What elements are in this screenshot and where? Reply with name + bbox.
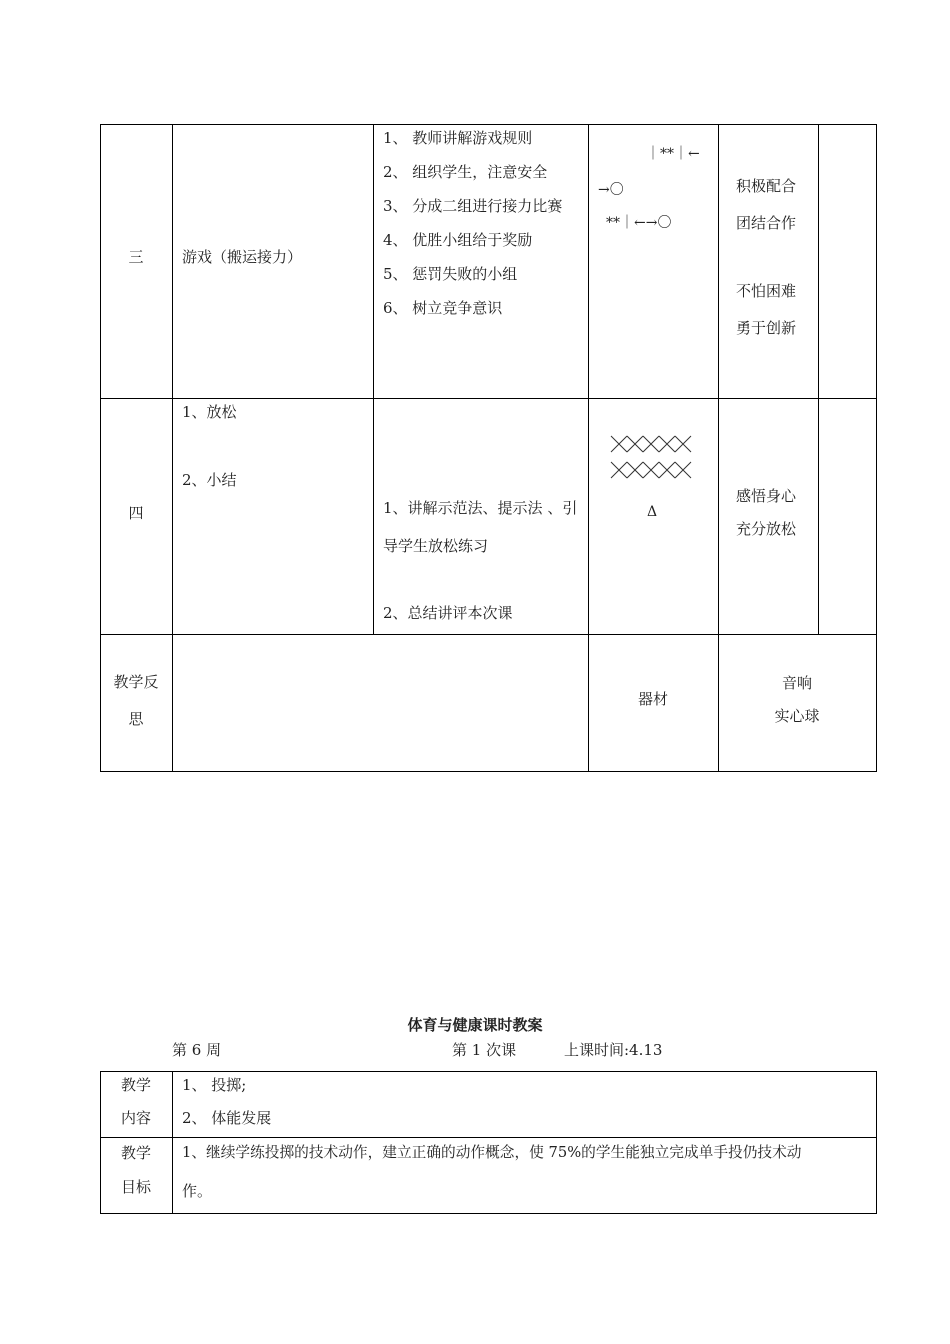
goal-item: 充分放松 bbox=[736, 520, 797, 538]
method-item: 2、总结讲评本次课 bbox=[383, 604, 513, 622]
reflection-label-line-2: 思 bbox=[128, 710, 144, 728]
method-item: 3、 分成二组进行接力比赛 bbox=[383, 197, 563, 215]
teacher-mark: Δ bbox=[647, 504, 658, 520]
diagram-line-3: **｜←→〇 bbox=[606, 215, 672, 231]
content-item: 1、 投掷; bbox=[182, 1076, 247, 1094]
reflection-label-line-1: 教学反 bbox=[113, 673, 159, 691]
row4-number: 四 bbox=[128, 504, 144, 522]
goal-item: 不怕困难 bbox=[736, 282, 797, 300]
row4-content-item: 2、小结 bbox=[182, 471, 237, 489]
method-item: 1、讲解示范法、提示法 、引 bbox=[383, 499, 578, 517]
week-label: 第 6 周 bbox=[172, 1041, 222, 1059]
goal-text-line-2: 作。 bbox=[182, 1182, 213, 1200]
formation-diagram bbox=[610, 434, 696, 480]
equipment-item: 音响 bbox=[781, 674, 812, 692]
method-item: 4、 优胜小组给于奖励 bbox=[383, 231, 533, 249]
method-item: 导学生放松练习 bbox=[383, 537, 489, 555]
diagram-line-1: ｜**｜← bbox=[646, 146, 700, 162]
method-item: 2、 组织学生，注意安全 bbox=[383, 163, 548, 181]
method-item: 6、 树立竞争意识 bbox=[383, 299, 503, 317]
method-item: 5、 惩罚失败的小组 bbox=[383, 265, 518, 283]
row4-content-item: 1、放松 bbox=[182, 403, 237, 421]
diagram-line-2: →〇 bbox=[598, 182, 624, 198]
row3-number: 三 bbox=[128, 248, 144, 266]
content-label-line-1: 教学 bbox=[120, 1076, 151, 1094]
class-time: 上课时间:4.13 bbox=[564, 1041, 663, 1059]
goal-item: 感悟身心 bbox=[736, 487, 797, 505]
method-item: 1、 教师讲解游戏规则 bbox=[383, 129, 533, 147]
goal-label-line-1: 教学 bbox=[120, 1144, 151, 1162]
goal-item: 勇于创新 bbox=[736, 319, 797, 337]
equipment-label: 器材 bbox=[637, 690, 668, 708]
goal-text-line-1: 1、继续学练投掷的技术动作，建立正确的动作概念，使 75%的学生能独立完成单手投仍技术动 bbox=[182, 1144, 802, 1161]
goal-label-line-2: 目标 bbox=[120, 1178, 151, 1196]
goal-item: 团结合作 bbox=[736, 214, 797, 232]
row3-content: 游戏（搬运接力） bbox=[182, 248, 303, 266]
equipment-item: 实心球 bbox=[774, 707, 820, 725]
lesson-number: 第 1 次课 bbox=[452, 1041, 517, 1059]
lesson-plan-title: 体育与健康课时教案 bbox=[407, 1016, 543, 1034]
content-item: 2、 体能发展 bbox=[182, 1109, 272, 1127]
content-label-line-2: 内容 bbox=[120, 1109, 151, 1127]
goal-item: 积极配合 bbox=[736, 177, 797, 195]
